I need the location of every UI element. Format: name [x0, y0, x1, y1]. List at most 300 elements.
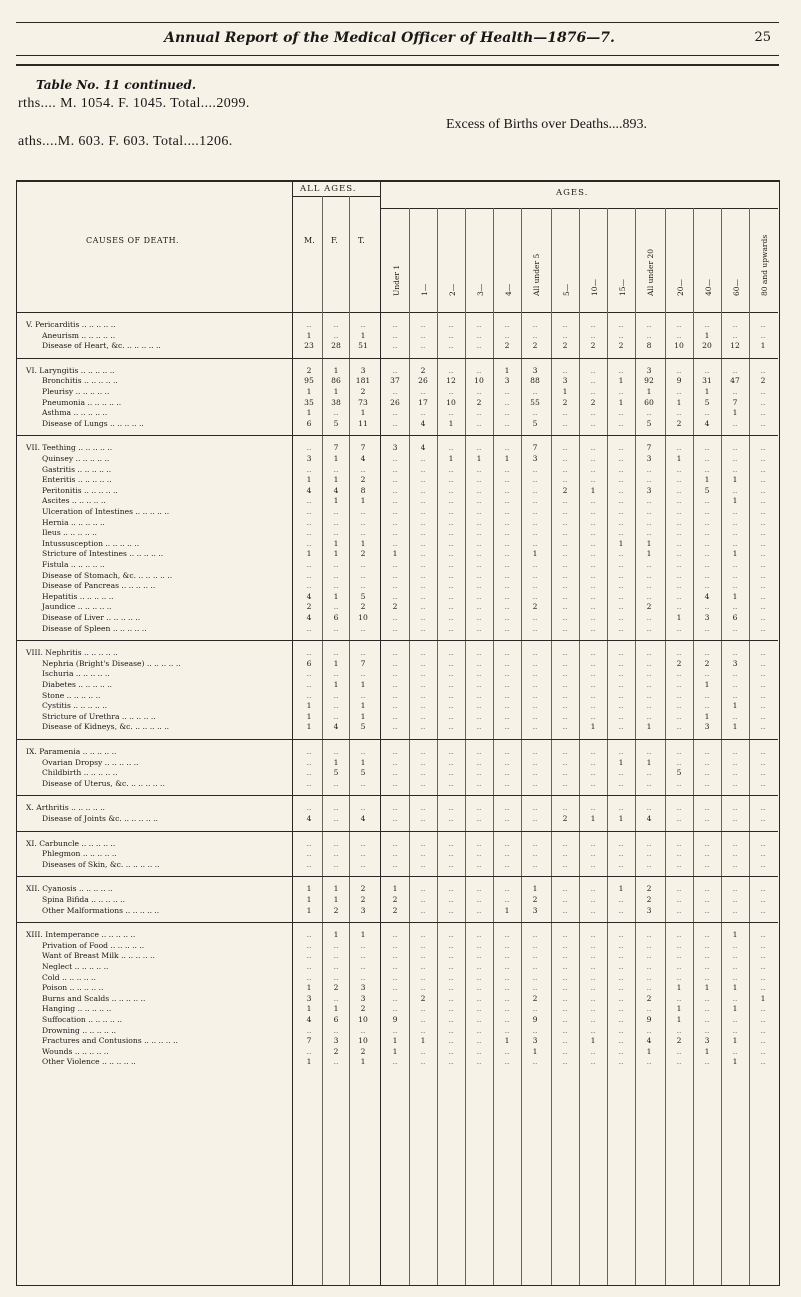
table-cell: .. [732, 648, 738, 657]
table-cell: .. [504, 691, 510, 700]
table-cell: .. [448, 408, 454, 417]
table-cell: 26 [390, 398, 400, 407]
section-heading: XIII. Intemperance .. .. .. .. .. [26, 930, 136, 939]
table-cell: .. [504, 722, 510, 731]
section-rule [16, 922, 778, 923]
table-cell: .. [448, 941, 454, 950]
table-cell: .. [618, 592, 624, 601]
table-cell: .. [532, 758, 538, 767]
table-cell: .. [760, 1004, 766, 1013]
table-cell: .. [476, 1057, 482, 1066]
section-heading: V. Pericarditis .. .. .. .. .. [26, 320, 116, 329]
table-cell: .. [504, 973, 510, 982]
table-cell: .. [448, 486, 454, 495]
table-cell: 1 [732, 701, 738, 710]
table-cell: .. [476, 906, 482, 915]
table-cell: .. [562, 803, 568, 812]
table-cell: .. [590, 549, 596, 558]
section-rule [16, 358, 778, 359]
table-cell: 6 [306, 659, 312, 668]
table-cell: .. [590, 602, 596, 611]
table-cell: .. [476, 624, 482, 633]
table-cell: 1 [704, 1047, 710, 1056]
table-cell: .. [448, 803, 454, 812]
cause-label: Asthma .. .. .. .. .. [42, 408, 108, 417]
table-cell: .. [646, 747, 652, 756]
table-cell: .. [618, 712, 624, 721]
table-cell: .. [392, 659, 398, 668]
table-cell: .. [476, 1026, 482, 1035]
table-cell: .. [306, 973, 312, 982]
table-cell: .. [333, 507, 339, 516]
table-cell: .. [646, 408, 652, 417]
table-cell: .. [704, 839, 710, 848]
table-cell: .. [448, 443, 454, 452]
section-rule [16, 795, 778, 796]
table-cell: .. [333, 839, 339, 848]
table-cell: .. [590, 884, 596, 893]
table-cell: .. [333, 849, 339, 858]
table-cell: .. [676, 581, 682, 590]
table-cell: .. [420, 581, 426, 590]
table-cell: .. [360, 839, 366, 848]
table-cell: 1 [360, 930, 366, 939]
table-cell: .. [732, 602, 738, 611]
table-cell: 1 [704, 983, 710, 992]
table-cell: .. [448, 581, 454, 590]
table-cell: .. [476, 602, 482, 611]
table-cell: .. [532, 680, 538, 689]
table-cell: 3 [360, 906, 366, 915]
table-cell: .. [562, 983, 568, 992]
table-cell: .. [392, 624, 398, 633]
table-cell: .. [360, 465, 366, 474]
table-cell: .. [732, 331, 738, 340]
table-cell: .. [420, 571, 426, 580]
table-row [20, 983, 290, 993]
table-cell: .. [732, 884, 738, 893]
table-cell: .. [676, 320, 682, 329]
table-cell: 4 [704, 419, 710, 428]
table-cell: .. [306, 680, 312, 689]
top-rule [16, 22, 779, 23]
cause-label: Disease of Joints &c. .. .. .. .. .. [42, 814, 158, 823]
table-cell: .. [732, 680, 738, 689]
table-cell: 23 [304, 341, 314, 350]
table-cell: .. [618, 549, 624, 558]
table-cell: .. [333, 320, 339, 329]
table-cell: .. [476, 884, 482, 893]
table-cell: .. [760, 387, 766, 396]
table-cell: .. [420, 983, 426, 992]
table-cell: .. [704, 803, 710, 812]
table-cell: .. [306, 320, 312, 329]
table-cell: .. [448, 712, 454, 721]
table-cell: .. [704, 906, 710, 915]
table-cell: .. [646, 680, 652, 689]
table-cell: .. [618, 669, 624, 678]
table-cell: .. [618, 1057, 624, 1066]
table-cell: .. [476, 1036, 482, 1045]
table-cell: .. [618, 486, 624, 495]
table-cell: .. [392, 951, 398, 960]
header-rule-thick [16, 64, 779, 66]
table-cell: .. [590, 1057, 596, 1066]
table-cell: 92 [644, 376, 654, 385]
table-row [20, 602, 290, 612]
table-cell: .. [504, 624, 510, 633]
cause-label: Childbirth .. .. .. .. .. [42, 768, 118, 777]
table-cell: .. [392, 341, 398, 350]
table-cell: 10 [358, 1015, 368, 1024]
table-cell: .. [646, 983, 652, 992]
table-cell: .. [732, 1026, 738, 1035]
table-cell: 3 [646, 906, 652, 915]
table-cell: .. [476, 419, 482, 428]
table-cell: .. [676, 701, 682, 710]
table-cell: .. [360, 560, 366, 569]
table-cell: .. [590, 1047, 596, 1056]
table-cell: 2 [704, 659, 710, 668]
table-row [20, 496, 290, 506]
table-row [20, 884, 290, 894]
table-cell: .. [532, 528, 538, 537]
table-cell: .. [562, 366, 568, 375]
table-cell: .. [590, 1015, 596, 1024]
table-cell: 5 [676, 768, 682, 777]
table-cell: .. [392, 768, 398, 777]
cause-label: Stone .. .. .. .. .. [42, 691, 101, 700]
cause-label: Disease of Stomach, &c. .. .. .. .. .. [42, 571, 173, 580]
table-cell: .. [732, 581, 738, 590]
table-cell: .. [504, 528, 510, 537]
table-cell: 10 [446, 398, 456, 407]
table-cell: 5 [360, 722, 366, 731]
table-cell: .. [448, 613, 454, 622]
table-cell: .. [504, 1057, 510, 1066]
table-cell: .. [732, 973, 738, 982]
table-cell: 1 [732, 592, 738, 601]
table-cell: .. [676, 1057, 682, 1066]
table-cell: .. [590, 419, 596, 428]
table-cell: .. [420, 408, 426, 417]
table-cell: .. [732, 1015, 738, 1024]
table-cell: .. [732, 747, 738, 756]
table-cell: .. [618, 366, 624, 375]
table-cell: .. [704, 518, 710, 527]
table-cell: 1 [306, 1004, 312, 1013]
table-cell: 3 [333, 1036, 339, 1045]
cause-label: Enteritis .. .. .. .. .. [42, 475, 112, 484]
table-cell: .. [392, 814, 398, 823]
table-cell: 95 [304, 376, 314, 385]
table-row [20, 722, 290, 732]
table-cell: 4 [420, 443, 426, 452]
table-cell: .. [618, 906, 624, 915]
table-cell: .. [504, 592, 510, 601]
table-cell: .. [618, 454, 624, 463]
table-cell: .. [476, 669, 482, 678]
table-row [20, 669, 290, 679]
table-cell: .. [448, 768, 454, 777]
table-cell: .. [476, 571, 482, 580]
table-cell: .. [562, 571, 568, 580]
table-cell: 2 [392, 895, 398, 904]
table-cell: 10 [674, 341, 684, 350]
section-heading: XI. Carbuncle .. .. .. .. .. [26, 839, 116, 848]
table-row [20, 860, 290, 870]
table-cell: .. [333, 860, 339, 869]
table-cell: .. [392, 571, 398, 580]
table-cell: .. [618, 962, 624, 971]
table-cell: .. [732, 712, 738, 721]
table-cell: .. [760, 539, 766, 548]
table-cell: .. [704, 691, 710, 700]
table-row [20, 1026, 290, 1036]
table-cell: .. [392, 1026, 398, 1035]
table-cell: .. [704, 560, 710, 569]
table-cell: .. [532, 779, 538, 788]
table-cell: .. [646, 320, 652, 329]
table-cell: .. [420, 387, 426, 396]
table-cell: .. [618, 747, 624, 756]
table-cell: .. [732, 571, 738, 580]
table-cell: .. [504, 712, 510, 721]
table-cell: .. [676, 465, 682, 474]
table-cell: .. [476, 768, 482, 777]
table-cell: .. [562, 701, 568, 710]
table-cell: .. [676, 518, 682, 527]
table-cell: .. [704, 549, 710, 558]
table-cell: .. [704, 320, 710, 329]
table-cell: .. [448, 691, 454, 700]
table-cell: .. [760, 712, 766, 721]
table-cell: 1 [732, 1057, 738, 1066]
table-cell: .. [532, 581, 538, 590]
table-cell: .. [676, 941, 682, 950]
table-cell: .. [618, 983, 624, 992]
table-row [20, 331, 290, 341]
table-cell: .. [760, 701, 766, 710]
table-cell: .. [532, 849, 538, 858]
table-cell: 2 [676, 1036, 682, 1045]
table-cell: 1 [333, 884, 339, 893]
table-cell: .. [562, 669, 568, 678]
table-cell: 4 [333, 486, 339, 495]
table-cell: .. [504, 398, 510, 407]
table-cell: .. [704, 454, 710, 463]
table-cell: .. [618, 528, 624, 537]
table-cell: .. [618, 419, 624, 428]
table-cell: .. [448, 507, 454, 516]
table-cell: .. [562, 906, 568, 915]
table-cell: .. [676, 839, 682, 848]
table-cell: .. [618, 839, 624, 848]
table-cell: .. [760, 839, 766, 848]
table-cell: .. [392, 419, 398, 428]
table-cell: .. [420, 849, 426, 858]
table-cell: .. [646, 701, 652, 710]
table-cell: .. [618, 648, 624, 657]
table-cell: 5 [704, 398, 710, 407]
table-cell: .. [476, 581, 482, 590]
table-cell: .. [448, 951, 454, 960]
table-cell: .. [532, 1004, 538, 1013]
table-cell: 5 [360, 768, 366, 777]
table-cell: .. [504, 779, 510, 788]
table-row [20, 592, 290, 602]
table-cell: .. [476, 331, 482, 340]
table-cell: .. [392, 507, 398, 516]
table-cell: .. [760, 454, 766, 463]
table-cell: .. [562, 839, 568, 848]
table-cell: .. [760, 758, 766, 767]
table-cell: 1 [306, 387, 312, 396]
table-cell: .. [306, 930, 312, 939]
table-cell: .. [504, 331, 510, 340]
table-cell: 3 [704, 613, 710, 622]
table-row [20, 659, 290, 669]
table-cell: .. [562, 951, 568, 960]
table-cell: 2 [646, 602, 652, 611]
table-cell: .. [676, 387, 682, 396]
cause-label: Aneurism .. .. .. .. .. [42, 331, 116, 340]
table-cell: 2 [590, 398, 596, 407]
table-row [20, 507, 290, 517]
table-cell: .. [704, 849, 710, 858]
table-cell: .. [504, 849, 510, 858]
table-cell: .. [646, 768, 652, 777]
table-cell: .. [760, 518, 766, 527]
table-cell: 2 [646, 994, 652, 1003]
table-cell: .. [618, 779, 624, 788]
table-cell: .. [448, 814, 454, 823]
table-cell: .. [676, 539, 682, 548]
table-cell: .. [704, 624, 710, 633]
table-cell: 9 [676, 376, 682, 385]
table-cell: .. [360, 860, 366, 869]
table-row [20, 712, 290, 722]
cause-label: Other Violence .. .. .. .. .. [42, 1057, 136, 1066]
table-cell: .. [392, 518, 398, 527]
table-cell: .. [448, 624, 454, 633]
section-rule [16, 739, 778, 740]
table-cell: .. [704, 496, 710, 505]
table-cell: 1 [360, 758, 366, 767]
table-cell: .. [676, 1047, 682, 1056]
table-cell: 1 [646, 539, 652, 548]
cause-label: Disease of Spleen .. .. .. .. .. [42, 624, 147, 633]
table-cell: .. [448, 648, 454, 657]
table-cell: .. [476, 443, 482, 452]
page-number: 25 [754, 30, 771, 45]
table-cell: .. [618, 507, 624, 516]
table-cell: .. [532, 814, 538, 823]
age-col-header: 15— [618, 278, 627, 296]
table-cell: .. [532, 331, 538, 340]
cause-label: Diseases of Skin, &c. .. .. .. .. .. [42, 860, 160, 869]
table-cell: .. [760, 895, 766, 904]
table-cell: .. [504, 884, 510, 893]
table-cell: .. [448, 571, 454, 580]
table-cell: .. [392, 387, 398, 396]
table-cell: .. [618, 951, 624, 960]
table-cell: .. [448, 758, 454, 767]
table-cell: .. [392, 560, 398, 569]
table-cell: 2 [306, 366, 312, 375]
table-cell: 2 [532, 994, 538, 1003]
table-cell: .. [760, 320, 766, 329]
table-cell: .. [504, 1004, 510, 1013]
table-cell: .. [306, 581, 312, 590]
table-cell: 1 [646, 549, 652, 558]
table-cell: .. [618, 722, 624, 731]
table-row [20, 814, 290, 824]
table-cell: .. [504, 320, 510, 329]
table-cell: .. [420, 613, 426, 622]
age-col-header: 60— [732, 278, 741, 296]
table-cell: .. [704, 528, 710, 537]
table-cell: .. [562, 408, 568, 417]
table-cell: .. [562, 860, 568, 869]
table-cell: .. [760, 941, 766, 950]
table-cell: .. [392, 941, 398, 950]
table-cell: .. [448, 539, 454, 548]
col-header-f: F. [331, 236, 338, 245]
table-cell: .. [306, 839, 312, 848]
table-cell: .. [504, 507, 510, 516]
table-cell: .. [704, 465, 710, 474]
table-cell: .. [646, 669, 652, 678]
table-cell: .. [590, 803, 596, 812]
table-cell: .. [676, 906, 682, 915]
table-cell: .. [590, 895, 596, 904]
table-cell: .. [590, 624, 596, 633]
table-cell: 1 [760, 994, 766, 1003]
table-cell: .. [732, 941, 738, 950]
table-cell: .. [476, 1047, 482, 1056]
table-cell: .. [504, 613, 510, 622]
table-cell: 1 [618, 758, 624, 767]
cause-label: Hanging .. .. .. .. .. [42, 1004, 112, 1013]
table-cell: .. [532, 803, 538, 812]
table-cell: 5 [360, 592, 366, 601]
table-cell: .. [532, 1026, 538, 1035]
table-cell: .. [646, 930, 652, 939]
table-cell: .. [562, 320, 568, 329]
table-cell: 7 [306, 1036, 312, 1045]
table-cell: .. [704, 973, 710, 982]
table-cell: .. [420, 496, 426, 505]
table-row [20, 941, 290, 951]
table-cell: .. [590, 592, 596, 601]
age-col-header: 3— [476, 283, 485, 296]
section-heading: IX. Paramenia .. .. .. .. .. [26, 747, 117, 756]
table-cell: .. [333, 814, 339, 823]
table-cell: .. [476, 814, 482, 823]
cause-label: Spina Bifida .. .. .. .. .. [42, 895, 125, 904]
table-cell: .. [420, 602, 426, 611]
table-cell: .. [392, 994, 398, 1003]
table-cell: 2 [360, 884, 366, 893]
table-cell: .. [760, 1015, 766, 1024]
table-cell: .. [704, 747, 710, 756]
table-cell: 1 [360, 331, 366, 340]
table-cell: .. [360, 803, 366, 812]
table-row [20, 701, 290, 711]
table-cell: .. [562, 419, 568, 428]
table-cell: .. [532, 941, 538, 950]
